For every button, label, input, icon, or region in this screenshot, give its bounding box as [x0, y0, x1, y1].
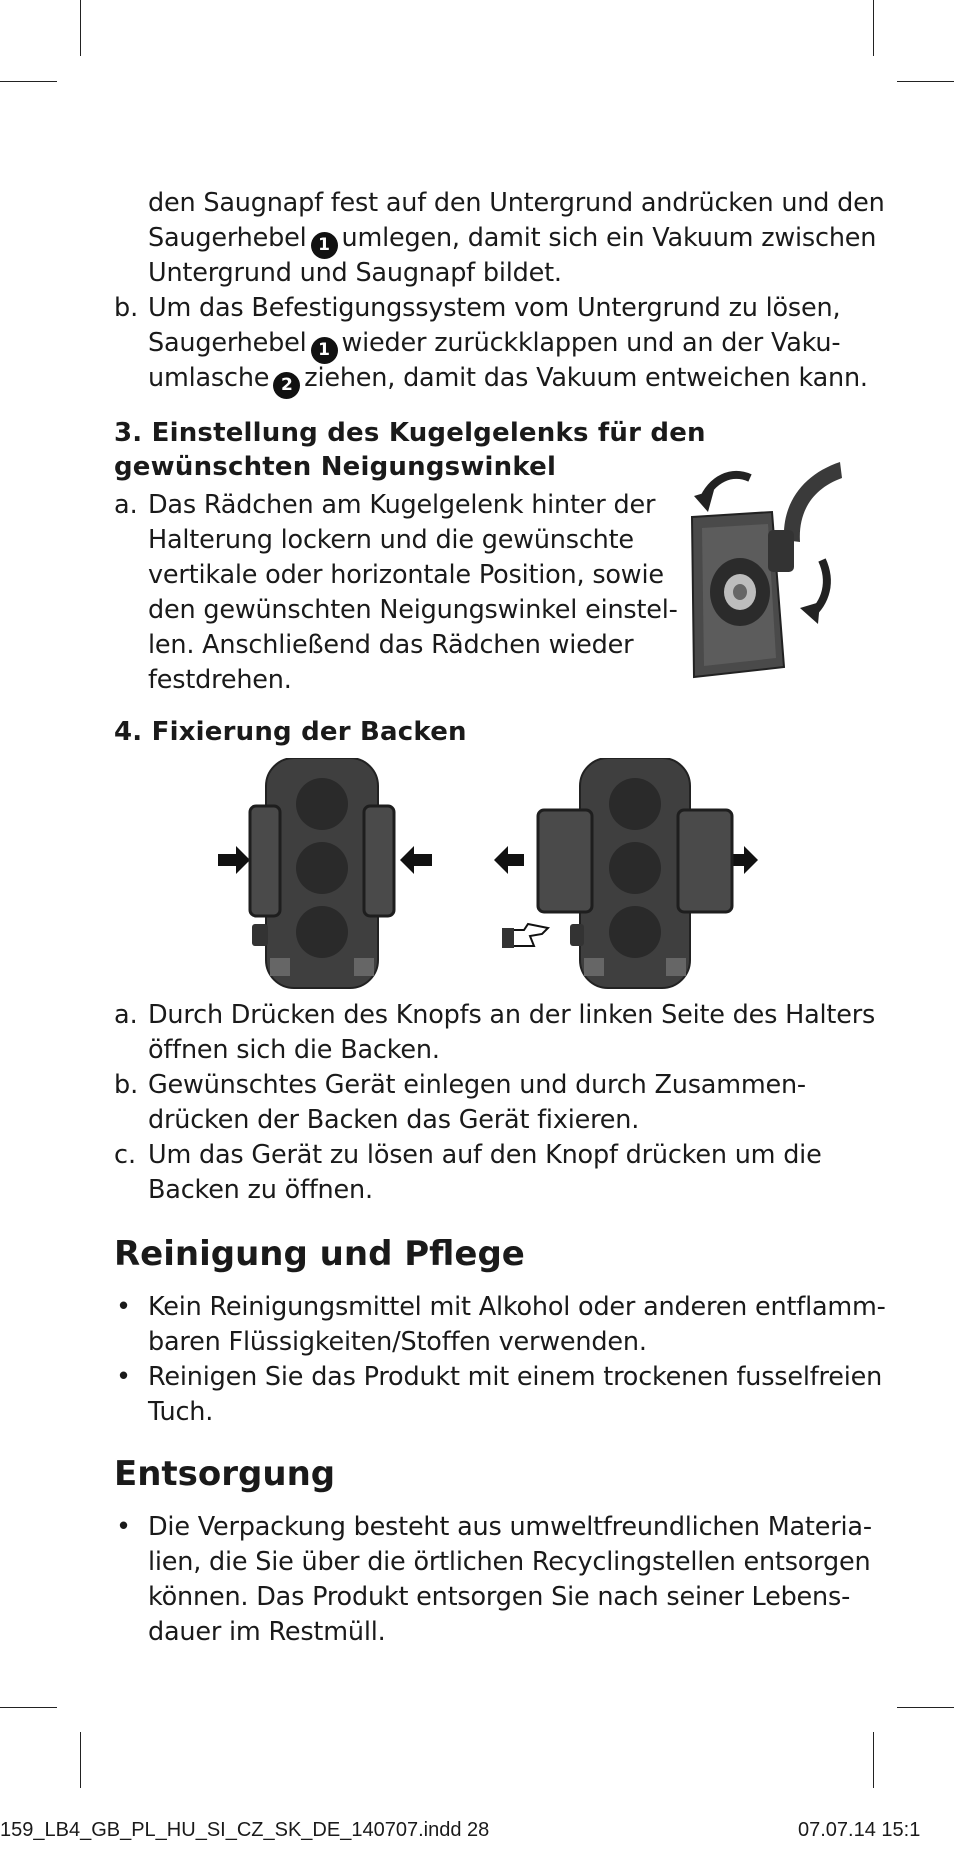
care-line: baren Flüssigkeiten/Stoffen verwenden.	[148, 1327, 647, 1357]
intro-line: Untergrund und Saugnapf bildet.	[148, 258, 562, 288]
disposal-line: dauer im Restmüll.	[148, 1617, 386, 1647]
tab-number-badge: 2	[273, 372, 300, 399]
footer-filename: 159_LB4_GB_PL_HU_SI_CZ_SK_DE_140707.indd 28	[0, 1819, 490, 1841]
section-4-line: Gewünschtes Gerät einlegen und durch Zusammen-	[148, 1070, 806, 1100]
holder-closing-illustration	[200, 758, 440, 990]
disposal-line: lien, die Sie über die örtlichen Recyclingstellen entsorgen	[148, 1547, 871, 1577]
disposal-line: können. Das Produkt entsorgen Sie nach seiner Lebens-	[148, 1582, 851, 1612]
crop-mark	[0, 81, 57, 82]
care-line: Tuch.	[148, 1397, 214, 1427]
bullet: •	[116, 1362, 132, 1392]
bullet: •	[116, 1512, 132, 1542]
list-marker: b.	[114, 293, 139, 323]
list-marker: b.	[114, 1070, 139, 1100]
section-4-heading: 4. Fixierung der Backen	[114, 717, 467, 747]
list-marker: a.	[114, 1000, 138, 1030]
intro-line: Saugerhebel 1 umlegen, damit sich ein Vakuum zwischen	[148, 221, 876, 259]
item-b-line: Saugerhebel 1 wieder zurückklappen und an der Vaku-	[148, 326, 840, 364]
section-4-line: Backen zu öffnen.	[148, 1175, 373, 1205]
section-3-line: festdrehen.	[148, 665, 292, 695]
section-3-line: Das Rädchen am Kugelgelenk hinter der	[148, 490, 656, 520]
list-marker: a.	[114, 490, 138, 520]
crop-mark	[80, 1732, 81, 1788]
crop-mark	[873, 0, 874, 56]
section-3-line: Halterung lockern und die gewünschte	[148, 525, 634, 555]
section-3-line: vertikale oder horizontale Position, sowie	[148, 560, 664, 590]
section-3-line: len. Anschließend das Rädchen wieder	[148, 630, 634, 660]
section-3-heading: gewünschten Neigungswinkel	[114, 452, 557, 482]
list-marker: c.	[114, 1140, 137, 1170]
section-4-line: Um das Gerät zu lösen auf den Knopf drücken um die	[148, 1140, 822, 1170]
disposal-heading: Entsorgung	[114, 1454, 336, 1494]
crop-mark	[80, 0, 81, 56]
section-3-line: den gewünschten Neigungswinkel einstel-	[148, 595, 678, 625]
holder-opening-illustration	[494, 758, 764, 990]
section-4-line: Durch Drücken des Knopfs an der linken Seite des Halters	[148, 1000, 876, 1030]
crop-mark	[0, 1707, 57, 1708]
intro-line: den Saugnapf fest auf den Untergrund andrücken und den	[148, 188, 885, 218]
bullet: •	[116, 1292, 132, 1322]
item-b-line: umlasche 2 ziehen, damit das Vakuum entweichen kann.	[148, 361, 868, 399]
crop-mark	[897, 81, 954, 82]
lever-number-badge: 1	[311, 337, 338, 364]
section-3-heading: 3. Einstellung des Kugelgelenks für den	[114, 418, 706, 448]
item-b-line: Um das Befestigungssystem vom Untergrund zu lösen,	[148, 293, 841, 323]
care-line: Kein Reinigungsmittel mit Alkohol oder anderen entflamm-	[148, 1292, 886, 1322]
footer-date: 07.07.14 15:1	[798, 1819, 921, 1841]
disposal-line: Die Verpackung besteht aus umweltfreundlichen Materia-	[148, 1512, 872, 1542]
section-4-line: öffnen sich die Backen.	[148, 1035, 440, 1065]
lever-number-badge: 1	[311, 232, 338, 259]
crop-mark	[897, 1707, 954, 1708]
crop-mark	[873, 1732, 874, 1788]
care-heading: Reinigung und Pflege	[114, 1234, 525, 1274]
section-4-line: drücken der Backen das Gerät fixieren.	[148, 1105, 640, 1135]
ball-joint-illustration	[672, 462, 844, 682]
care-line: Reinigen Sie das Produkt mit einem trockenen fusselfreien	[148, 1362, 883, 1392]
